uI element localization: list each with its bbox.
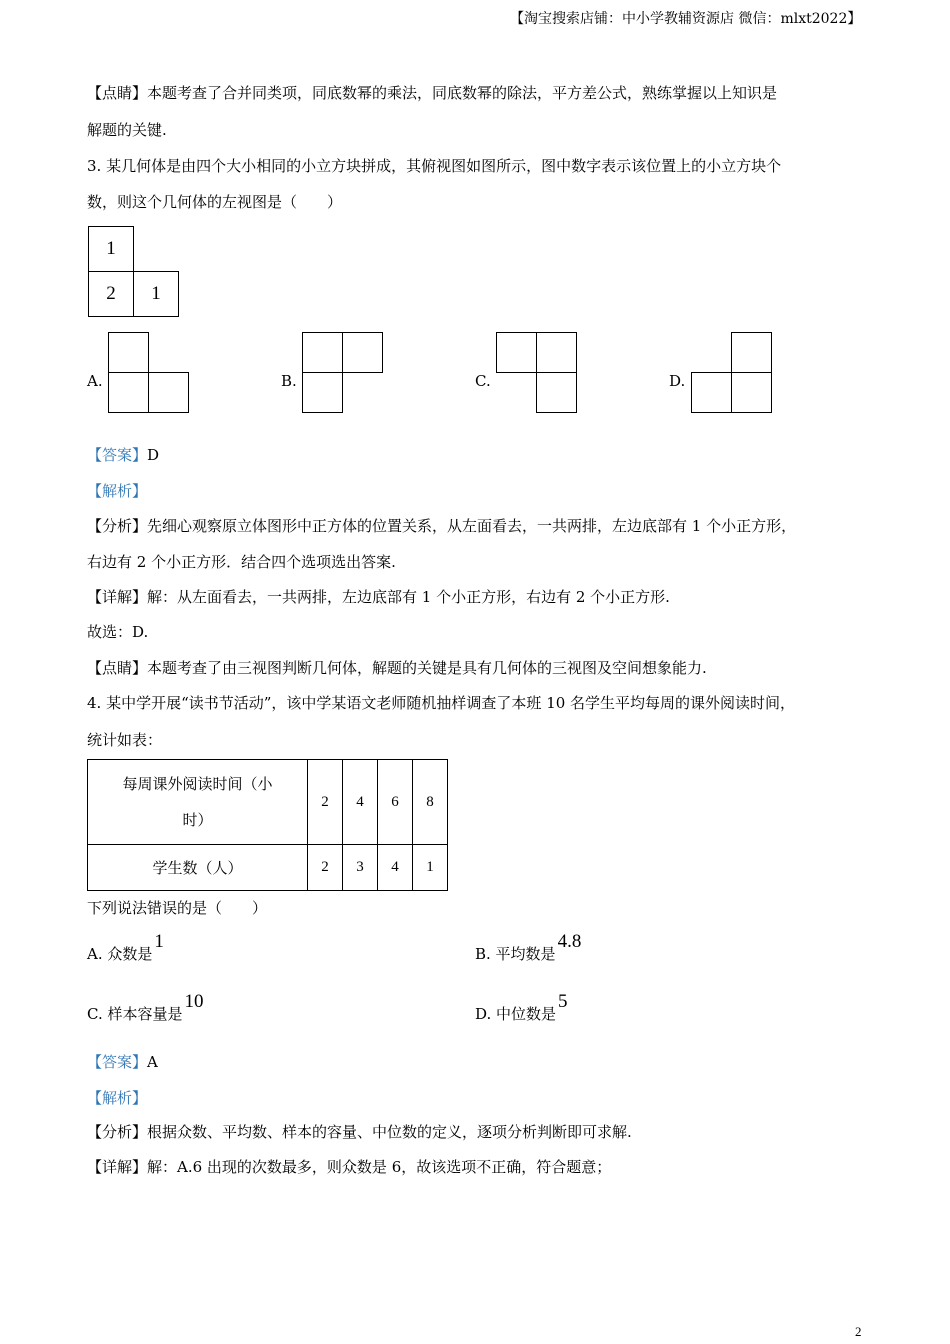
square — [342, 332, 383, 373]
option-value: 5 — [558, 991, 568, 1012]
q4-fenxi — [87, 1121, 632, 1142]
table-cell: 4 — [378, 845, 413, 891]
table-cell: 6 — [378, 760, 413, 845]
table-cell: 2 — [308, 760, 343, 845]
comment-tag: 【点睛】 — [87, 84, 148, 102]
xiangjie-tag: 【详解】 — [87, 588, 148, 606]
q3-dianjing — [87, 657, 707, 678]
square — [148, 372, 189, 413]
table-cell: 1 — [413, 845, 448, 891]
square — [302, 332, 343, 373]
table-header-line: 每周课外阅读时间（小 — [122, 775, 273, 793]
q3-xiangjie — [87, 586, 670, 607]
page-header: 【淘宝搜索店铺：中小学教辅资源店 微信：mlxt2022】 — [510, 11, 862, 27]
table-header-line: 时） — [182, 811, 213, 829]
q4-xiangjie — [87, 1156, 611, 1177]
top-view-cell: 1 — [88, 226, 134, 272]
q4-option-d — [475, 991, 568, 1025]
comment-text: 本题考查了合并同类项，同底数幂的乘法，同底数幂的除法，平方差公式，熟练掌握以上知识是 — [147, 84, 778, 102]
xiangjie-text: 解：从左面看去，一共两排，左边底部有 1 个小正方形，右边有 2 个小正方形. — [147, 588, 670, 606]
fenxi-tag: 【分析】 — [87, 517, 148, 535]
square — [302, 372, 343, 413]
answer-tag: 【答案】 — [87, 1053, 148, 1071]
q3-stem-line1: 3. 某几何体是由四个大小相同的小立方块拼成，其俯视图如图所示，图中数字表示该位置上的小立方块个 — [87, 157, 782, 175]
q3-fenxi-line2: 右边有 2 个小正方形．结合四个选项选出答案. — [87, 553, 396, 571]
q3-answer — [87, 444, 159, 465]
option-value: 4.8 — [557, 931, 582, 952]
fenxi-text: 先细心观察原立体图形中正方体的位置关系，从左面看去，一共两排，左边底部有 1 个小正方形， — [147, 517, 797, 535]
table-cell: 4 — [343, 760, 378, 845]
reading-time-table — [87, 759, 448, 891]
q4-analysis-tag: 【解析】 — [87, 1089, 148, 1107]
q2-comment-line2: 解题的关键. — [87, 121, 167, 139]
square — [496, 332, 537, 373]
option-label: C. 样本容量是 — [87, 1005, 183, 1023]
q4-option-a — [87, 931, 164, 965]
fenxi-tag: 【分析】 — [87, 1123, 148, 1141]
q4-stem-line1: 4. 某中学开展“读书节活动”，该中学某语文老师随机抽样调查了本班 10 名学生平均每周的课外阅读时间， — [87, 694, 796, 712]
q3-stem-line2: 数，则这个几何体的左视图是（ ） — [87, 193, 343, 211]
q4-option-b — [475, 931, 582, 965]
xiangjie-text: 解：A.6 出现的次数最多，则众数是 6，故该选项不正确，符合题意； — [147, 1158, 612, 1176]
q3-choice: 故选：D. — [87, 623, 149, 641]
square — [731, 372, 772, 413]
option-label: D. 中位数是 — [475, 1005, 557, 1023]
q4-question: 下列说法错误的是（ ） — [87, 899, 268, 917]
square — [108, 372, 149, 413]
q3-option-b-label: B. — [281, 372, 297, 390]
fenxi-text: 根据众数、平均数、样本的容量、中位数的定义，逐项分析判断即可求解. — [147, 1123, 632, 1141]
q3-analysis-tag: 【解析】 — [87, 482, 148, 500]
option-value: 1 — [154, 931, 164, 952]
q4-answer — [87, 1051, 158, 1072]
table-cell: 2 — [308, 845, 343, 891]
top-view-cell: 2 — [88, 271, 134, 317]
dianjing-tag: 【点睛】 — [87, 659, 148, 677]
dianjing-text: 本题考查了由三视图判断几何体，解题的关键是具有几何体的三视图及空间想象能力. — [147, 659, 707, 677]
table-header-cell — [88, 760, 308, 845]
table-cell: 3 — [343, 845, 378, 891]
page-number: 2 — [855, 1324, 862, 1339]
q3-option-a-label: A. — [87, 372, 103, 390]
square — [536, 332, 577, 373]
option-value: 10 — [184, 991, 204, 1012]
square — [536, 372, 577, 413]
square — [108, 332, 149, 373]
square — [691, 372, 732, 413]
table-row — [88, 760, 448, 845]
q3-fenxi-line1 — [87, 515, 796, 536]
table-header-cell: 学生数（人） — [88, 845, 308, 891]
option-label: B. 平均数是 — [475, 945, 556, 963]
answer-value: D — [147, 446, 160, 464]
xiangjie-tag: 【详解】 — [87, 1158, 148, 1176]
q4-option-c — [87, 991, 204, 1025]
q3-option-c-label: C. — [475, 372, 491, 390]
option-label: A. 众数是 — [87, 945, 153, 963]
square — [731, 332, 772, 373]
q3-option-d-label: D. — [669, 372, 686, 390]
answer-tag: 【答案】 — [87, 446, 148, 464]
top-view-cell: 1 — [133, 271, 179, 317]
table-cell: 8 — [413, 760, 448, 845]
q2-comment-line1 — [87, 82, 777, 103]
answer-value: A — [147, 1053, 158, 1071]
table-row — [88, 845, 448, 891]
q4-stem-line2: 统计如表： — [87, 731, 163, 749]
